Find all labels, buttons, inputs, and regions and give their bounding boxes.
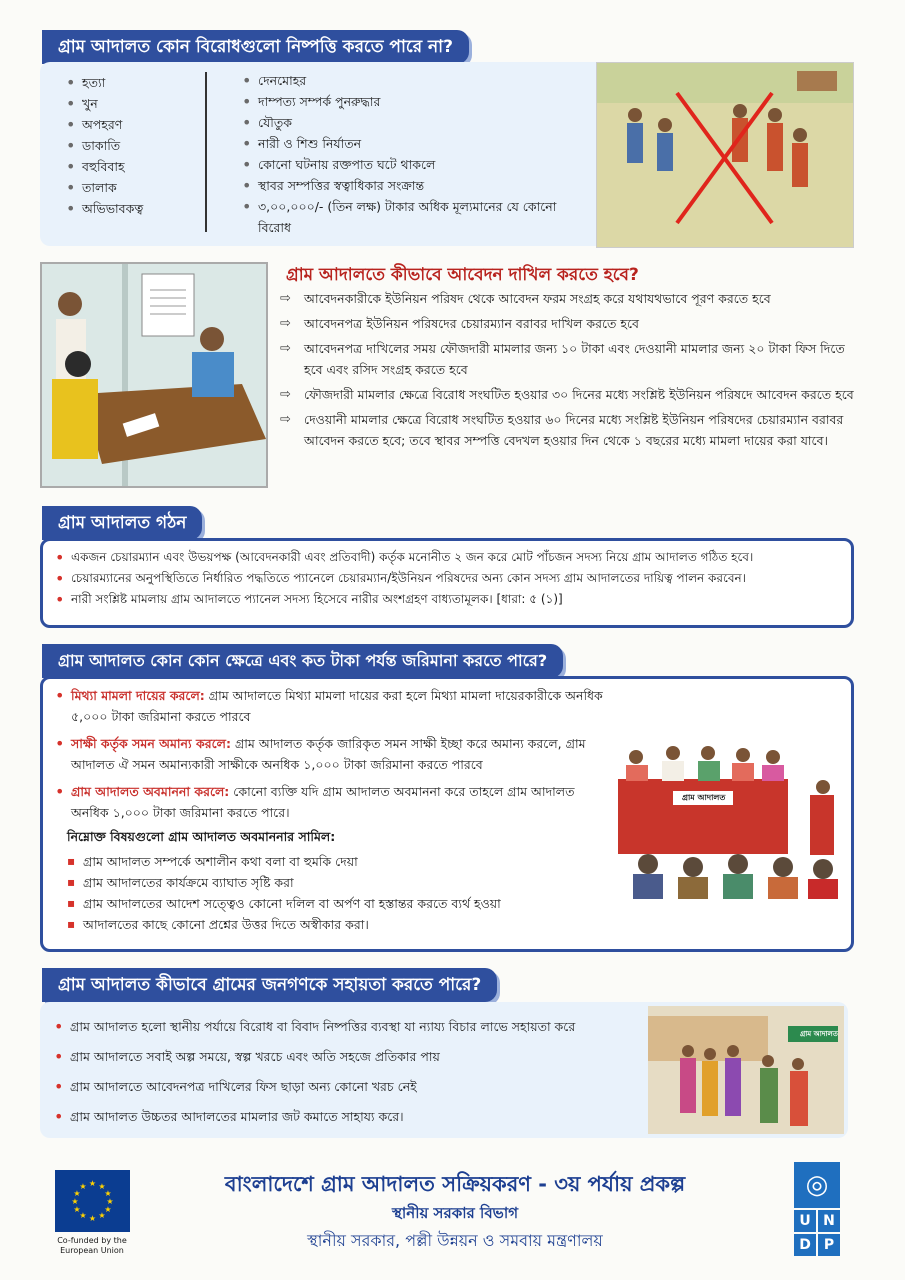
fine-lead: সাক্ষী কর্তৃক সমন অমান্য করলে: (71, 736, 231, 751)
fines-box (40, 676, 854, 952)
list-item: ⇨ আবেদনপত্র ইউনিয়ন পরিষদের চেয়ারম্যান বরাবর দাখিল করতে হবে (280, 313, 860, 334)
divider (205, 72, 207, 232)
list-item: • গ্রাম আদালতে আবেদনপত্র দাখিলের ফিস ছাড়া অন্য কোনো খরচ নেই (52, 1076, 647, 1097)
list-item: • স্থাবর সম্পত্তির স্বত্বাধিকার সংক্রান্ত (240, 175, 585, 196)
svg-text:★: ★ (104, 1189, 112, 1198)
svg-text:★: ★ (73, 1189, 81, 1198)
undp-letter: U (794, 1210, 816, 1232)
project-title: বাংলাদেশে গ্রাম আদালত সক্রিয়করণ - ৩য় পর্যায় প্রকল্প (224, 1172, 686, 1196)
apply-steps-list (280, 288, 860, 455)
non-resolvable-list-right (240, 70, 585, 238)
svg-text:★: ★ (73, 1205, 81, 1214)
eu-flag-logo (55, 1170, 130, 1232)
svg-text:★: ★ (98, 1211, 106, 1220)
list-item (53, 685, 608, 727)
list-item: ▪ গ্রাম আদালতের কার্যক্রমে ব্যাঘাত সৃষ্টি করা (65, 872, 605, 893)
office-application-illustration (40, 262, 268, 488)
list-item: • অভিভাবকত্ব (64, 198, 214, 219)
list-item: • নারী ও শিশু নির্যাতন (240, 133, 585, 154)
list-item: ⇨ দেওয়ানী মামলার ক্ষেত্রে বিরোধ সংঘটিত হওয়ার ৬০ দিনের মধ্যে সংশ্লিষ্ট ইউনিয়ন পরিষদের চেয়ারম্যান বরাবর আবেদন করতে হবে; তবে স্থাবর সম্পত্তি বেদখল হওয়ার দিন থেকে ১ বছরের মধ্যে মামলা দায়ের করা যাবে। (280, 409, 860, 451)
list-item: ⇨ ফৌজদারী মামলার ক্ষেত্রে বিরোধ সংঘটিত হওয়ার ৩০ দিনের মধ্যে সংশ্লিষ্ট ইউনিয়ন পরিষদে আবেদন করতে হবে (280, 384, 860, 405)
list-item: • অপহরণ (64, 114, 214, 135)
list-item: ⇨ আবেদনকারীকে ইউনিয়ন পরিষদ থেকে আবেদন ফরম সংগ্রহ করে যথাযথভাবে পূরণ করতে হবে (280, 288, 860, 309)
formation-box (40, 538, 854, 628)
section-title-help: গ্রাম আদালত কীভাবে গ্রামের জনগণকে সহায়তা করতে পারে? (42, 968, 497, 1002)
fine-text: গ্রাম আদালতে মিথ্যা মামলা দায়ের করা হলে মিথ্যা মামলা দায়েরকারীকে অনধিক ৫,০০০ টাকা জরিমানা করতে পারবে (71, 688, 603, 724)
list-item: • হত্যা (64, 72, 214, 93)
list-item (53, 781, 608, 823)
list-item: • ৩,০০,০০০/- (তিন লক্ষ) টাকার অধিক মূল্যমানের যে কোনো বিরোধ (240, 196, 585, 238)
svg-text:★: ★ (88, 1214, 97, 1223)
court-sign: গ্রাম আদালত (800, 1030, 838, 1038)
formation-list (53, 547, 848, 610)
list-item: • চেয়ারম্যানের অনুপস্থিতিতে নির্ধারিত পদ্ধতিতে প্যানেলে চেয়ারম্যান/ইউনিয়ন পরিষদের অন্য কোন সদস্য গ্রাম আদালতের দায়িত্ব পালন করবেন। (53, 568, 848, 589)
list-item: ▪ আদালতের কাছে কোনো প্রশ্নের উত্তর দিতে অস্বীকার করা। (65, 914, 605, 935)
section-title-apply: গ্রাম আদালতে কীভাবে আবেদন দাখিল করতে হবে? (286, 265, 639, 285)
division-name: স্থানীয় সরকার বিভাগ (391, 1204, 519, 1222)
list-item: • গ্রাম আদালতে সবাই অল্প সময়ে, স্বল্প খরচে এবং অতি সহজে প্রতিকার পায় (52, 1046, 647, 1067)
help-list (52, 1016, 647, 1136)
section-title-non-resolvable: গ্রাম আদালত কোন বিরোধগুলো নিষ্পত্তি করতে পারে না? (42, 30, 469, 64)
list-item: • গ্রাম আদালত হলো স্থানীয় পর্যায়ে বিরোধ বা বিবাদ নিষ্পত্তির ব্যবস্থা যা ন্যায্য বিচার লাভে সহায়তা করে (52, 1016, 647, 1037)
undp-letter: N (818, 1210, 840, 1232)
list-item: • দেনমোহর (240, 70, 585, 91)
list-item: • খুন (64, 93, 214, 114)
list-item: • ডাকাতি (64, 135, 214, 156)
list-item (53, 733, 608, 775)
non-resolvable-list-left (64, 72, 214, 219)
section-title-formation: গ্রাম আদালত গঠন (42, 506, 202, 540)
fine-text: গ্রাম আদালত কর্তৃক জারিকৃত সমন সাক্ষী ইচ্ছা করে অমান্য করলে, গ্রাম আদালত ঐ সমন অমান্যকারী সাক্ষীকে অনধিক ১,০০০ টাকা জরিমানা করতে পারবে (71, 736, 586, 772)
list-item: ⇨ আবেদনপত্র দাখিলের সময় ফৌজদারী মামলার জন্য ১০ টাকা এবং দেওয়ানী মামলার জন্য ২০ টাকা ফিস দিতে হবে এবং রসিদ সংগ্রহ করতে হবে (280, 338, 860, 380)
svg-text:★: ★ (98, 1182, 106, 1191)
section-title-fines: গ্রাম আদালত কোন কোন ক্ষেত্রে এবং কত টাকা পর্যন্ত জরিমানা করতে পারে? (42, 644, 563, 678)
fine-lead: মিথ্যা মামলা দায়ের করলে: (71, 688, 205, 703)
list-item: • তালাক (64, 177, 214, 198)
list-item: • বহুবিবাহ (64, 156, 214, 177)
contempt-list (65, 851, 605, 935)
help-box (40, 1002, 848, 1138)
list-item: ▪ গ্রাম আদালতের আদেশ সত্ত্বেও কোনো দলিল বা অর্পণ বা হস্তান্তর করতে ব্যর্থ হওয়া (65, 893, 605, 914)
svg-text:★: ★ (104, 1205, 112, 1214)
village-people-illustration (648, 1006, 844, 1134)
fine-lead: গ্রাম আদালত অবমাননা করলে: (71, 784, 230, 799)
contempt-heading: নিম্নোক্ত বিষয়গুলো গ্রাম আদালত অবমাননার সামিল: (67, 829, 336, 844)
village-fight-illustration (596, 62, 854, 248)
undp-logo (794, 1162, 840, 1256)
court-sign: গ্রাম আদালত (682, 793, 726, 802)
list-item: • নারী সংশ্লিষ্ট মামলায় গ্রাম আদালতে প্যানেল সদস্য হিসেবে নারীর অংশগ্রহণ বাধ্যতামূলক। [ধারা: ৫ (১)] (53, 589, 848, 610)
list-item: • যৌতুক (240, 112, 585, 133)
svg-text:★: ★ (79, 1182, 87, 1191)
fine-text: কোনো ব্যক্তি যদি গ্রাম আদালত অবমাননা করে তাহলে গ্রাম আদালত অনধিক ১,০০০ টাকা জরিমানা করতে পারে। (71, 784, 575, 820)
svg-text:★: ★ (79, 1211, 87, 1220)
un-emblem-icon: ◎ (794, 1162, 840, 1208)
court-session-illustration (618, 739, 844, 899)
non-resolvable-box (40, 62, 852, 246)
svg-text:★: ★ (71, 1197, 79, 1206)
list-item: ▪ গ্রাম আদালত সম্পর্কে অশালীন কথা বলা বা হুমকি দেয়া (65, 851, 605, 872)
list-item: • একজন চেয়ারম্যান এবং উভয়পক্ষ (আবেদনকারী এবং প্রতিবাদী) কর্তৃক মনোনীত ২ জন করে মোট পাঁচজন সদস্য নিয়ে গ্রাম আদালত গঠিত হবে। (53, 547, 848, 568)
undp-letter: D (794, 1234, 816, 1256)
list-item: • দাম্পত্য সম্পর্ক পুনরুদ্ধার (240, 91, 585, 112)
list-item: • গ্রাম আদালত উচ্চতর আদালতের মামলার জট কমাতে সাহায্য করে। (52, 1106, 647, 1127)
svg-text:★: ★ (88, 1179, 97, 1188)
list-item: • কোনো ঘটনায় রক্তপাত ঘটে থাকলে (240, 154, 585, 175)
fines-list (53, 685, 608, 829)
svg-text:★: ★ (106, 1197, 114, 1206)
undp-letter: P (818, 1234, 840, 1256)
ministry-name: স্থানীয় সরকার, পল্লী উন্নয়ন ও সমবায় মন্ত্রণালয় (307, 1231, 603, 1250)
eu-cofunded-text: Co-funded by the European Union (57, 1236, 127, 1255)
